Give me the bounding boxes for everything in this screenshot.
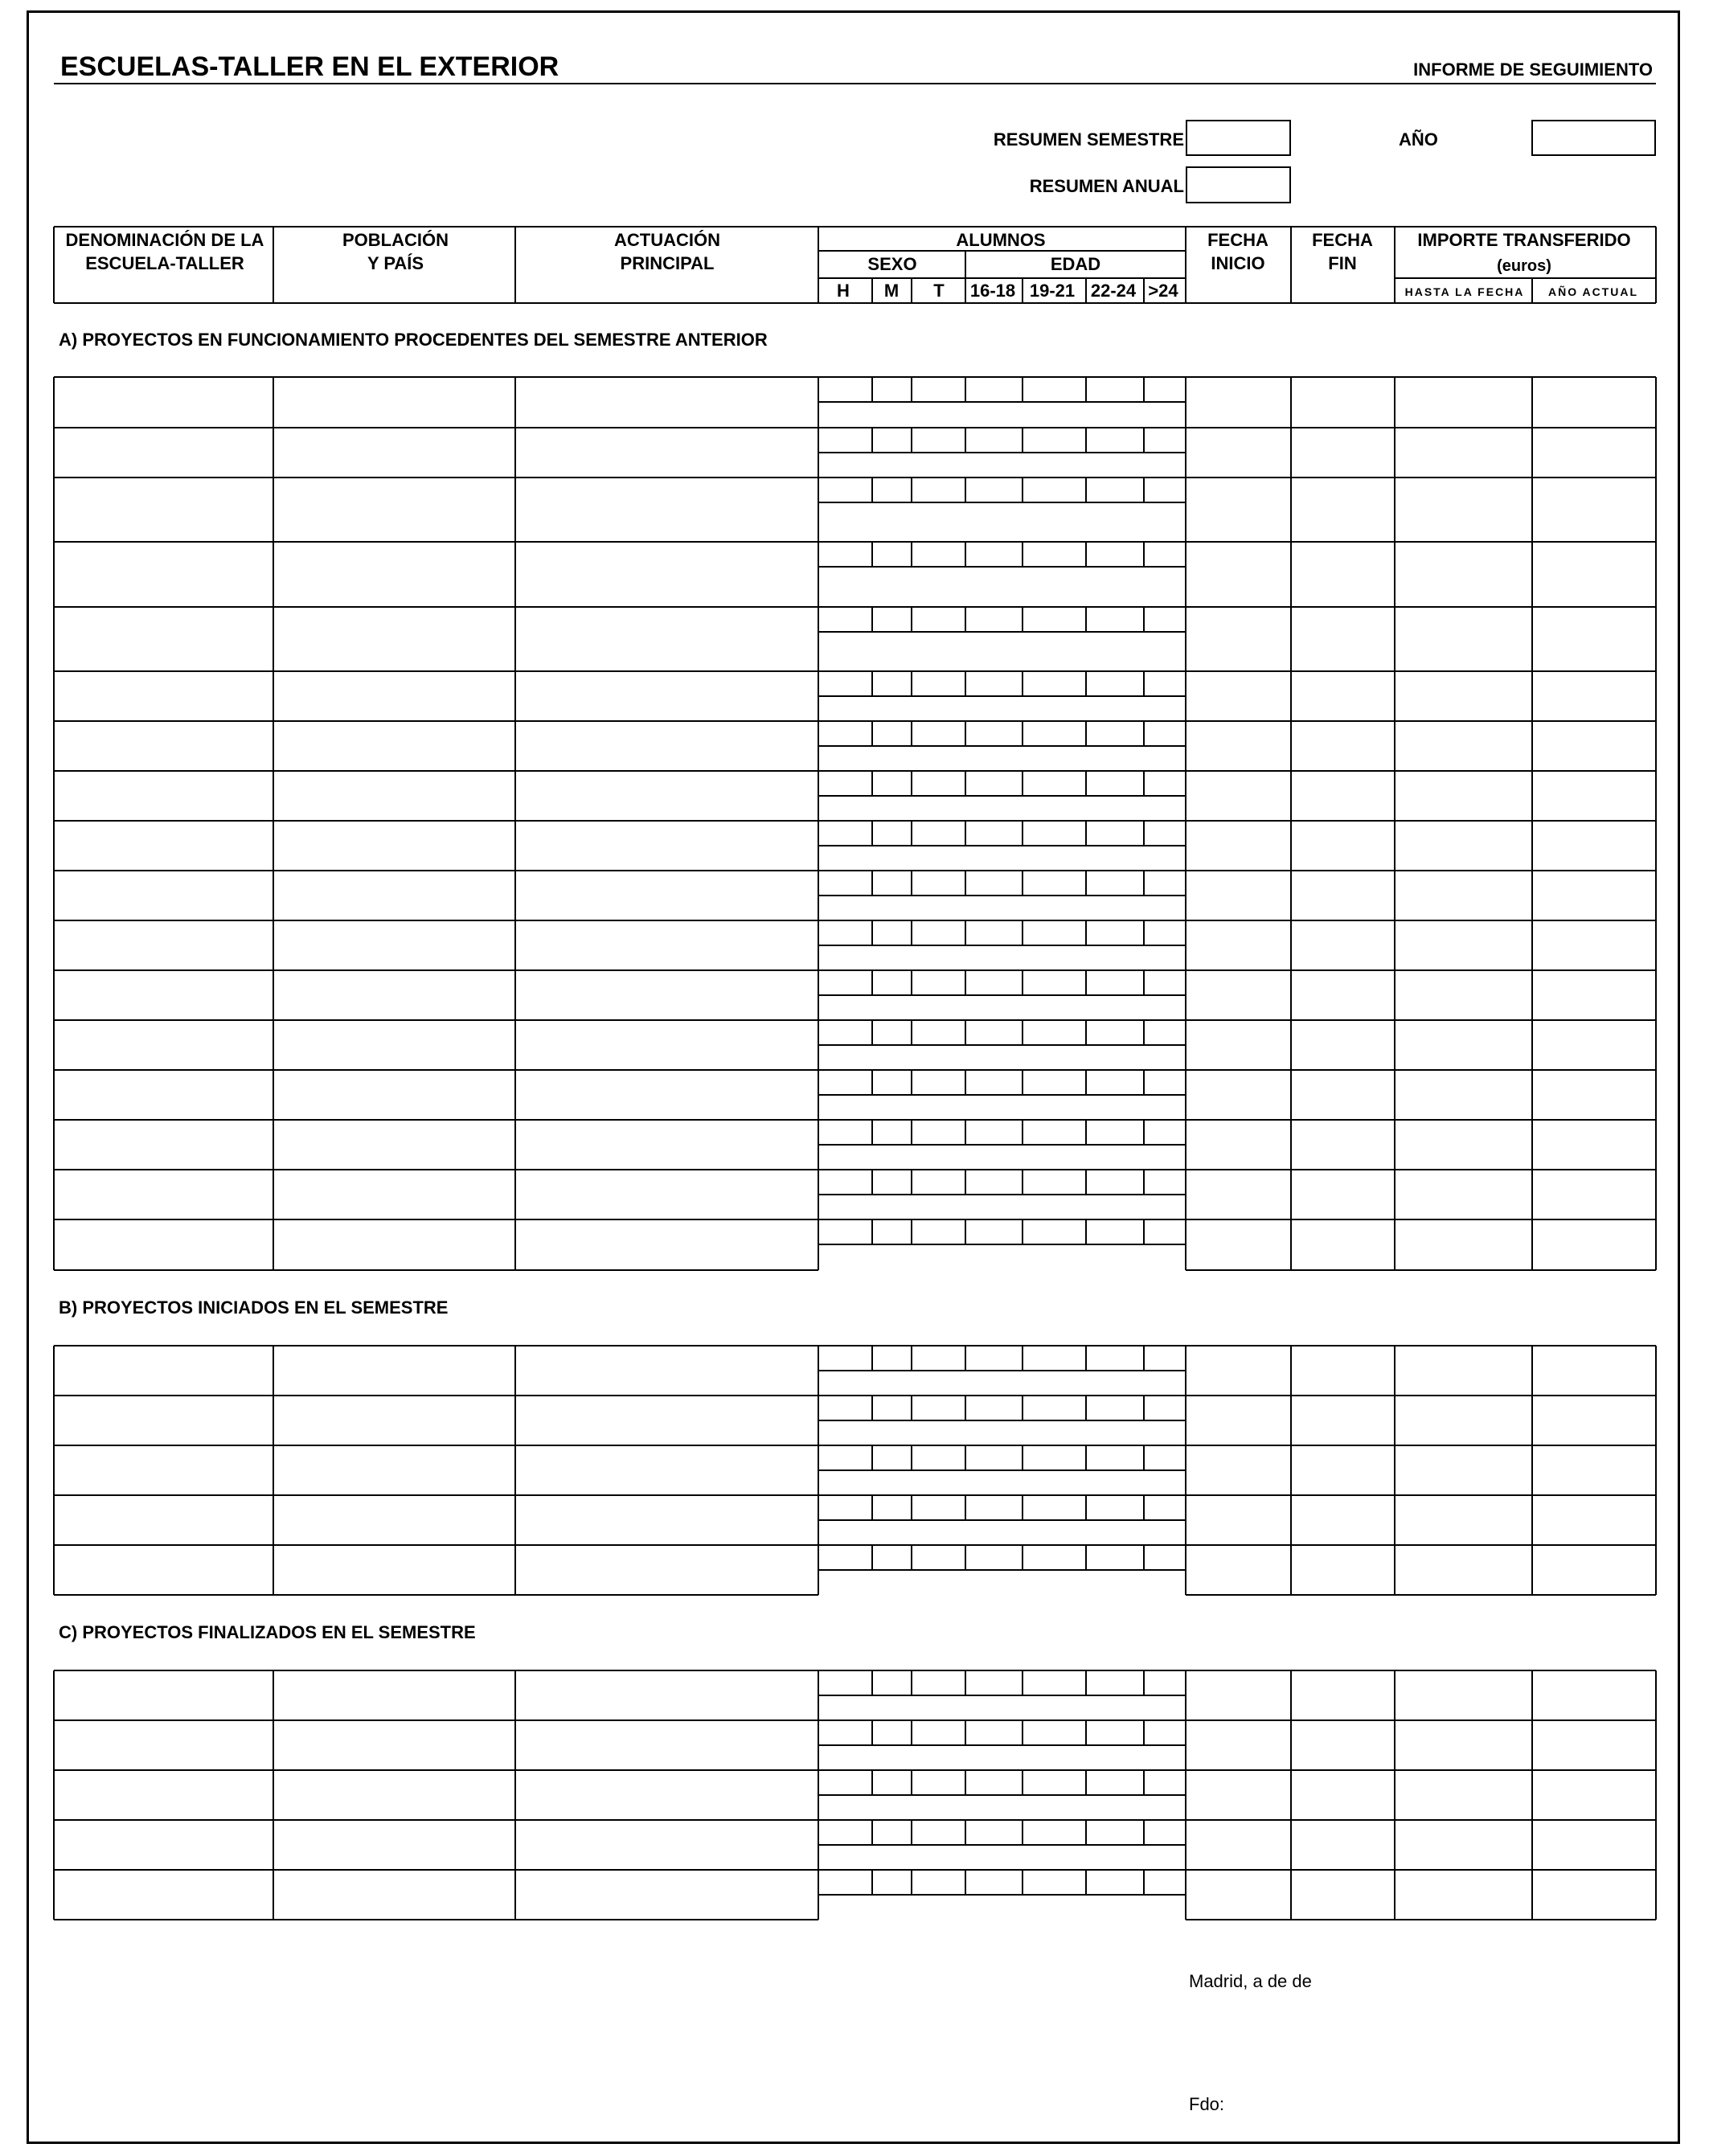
place-date-line: Madrid, a de de [1189, 1971, 1312, 1991]
col-edad-22-24: 22-24 [1090, 281, 1137, 301]
resumen-semestre-label: RESUMEN SEMESTRE [993, 129, 1184, 150]
signature-line: Fdo: [1189, 2094, 1225, 2114]
col-denominacion-line2: ESCUELA-TALLER [85, 253, 244, 273]
col-actuacion-line1: ACTUACIÓN [614, 230, 720, 250]
col-h: H [837, 281, 850, 301]
col-poblacion-line2: Y PAÍS [367, 253, 424, 273]
col-denominacion-line1: DENOMINACIÓN DE LA [65, 230, 264, 250]
year-label: AÑO [1399, 129, 1438, 150]
table-header [66, 230, 1638, 301]
col-alumnos: ALUMNOS [956, 230, 1046, 250]
col-poblacion-line1: POBLACIÓN [342, 230, 449, 250]
col-hasta-la-fecha: HASTA LA FECHA [1404, 285, 1525, 298]
form-title: ESCUELAS-TALLER EN EL EXTERIOR [60, 51, 559, 82]
col-ano-actual: AÑO ACTUAL [1547, 285, 1639, 298]
col-importe-line1: IMPORTE TRANSFERIDO [1417, 230, 1631, 250]
col-fecha-fin-line2: FIN [1328, 253, 1357, 273]
col-actuacion-line2: PRINCIPAL [620, 253, 715, 273]
col-fecha-inicio-line2: INICIO [1211, 253, 1265, 273]
col-sexo: SEXO [867, 254, 917, 274]
section-a-title: A) PROYECTOS EN FUNCIONAMIENTO PROCEDENTES DEL SEMESTRE ANTERIOR [59, 330, 768, 350]
form-subtitle: INFORME DE SEGUIMIENTO [1413, 59, 1653, 80]
resumen-anual-label: RESUMEN ANUAL [1029, 176, 1184, 196]
col-t: T [933, 281, 945, 301]
col-fecha-inicio-line1: FECHA [1207, 230, 1268, 250]
col-fecha-fin-line1: FECHA [1312, 230, 1373, 250]
col-edad-19-21: 19-21 [1029, 281, 1076, 301]
col-edad: EDAD [1050, 254, 1101, 274]
col-m: M [883, 281, 900, 301]
col-importe-unit: (euros) [1497, 257, 1551, 275]
col-edad-over-24: >24 [1148, 281, 1178, 301]
section-c-title: C) PROYECTOS FINALIZADOS EN EL SEMESTRE [59, 1622, 476, 1642]
col-edad-16-18: 16-18 [969, 281, 1016, 301]
section-b-title: B) PROYECTOS INICIADOS EN EL SEMESTRE [59, 1297, 449, 1318]
